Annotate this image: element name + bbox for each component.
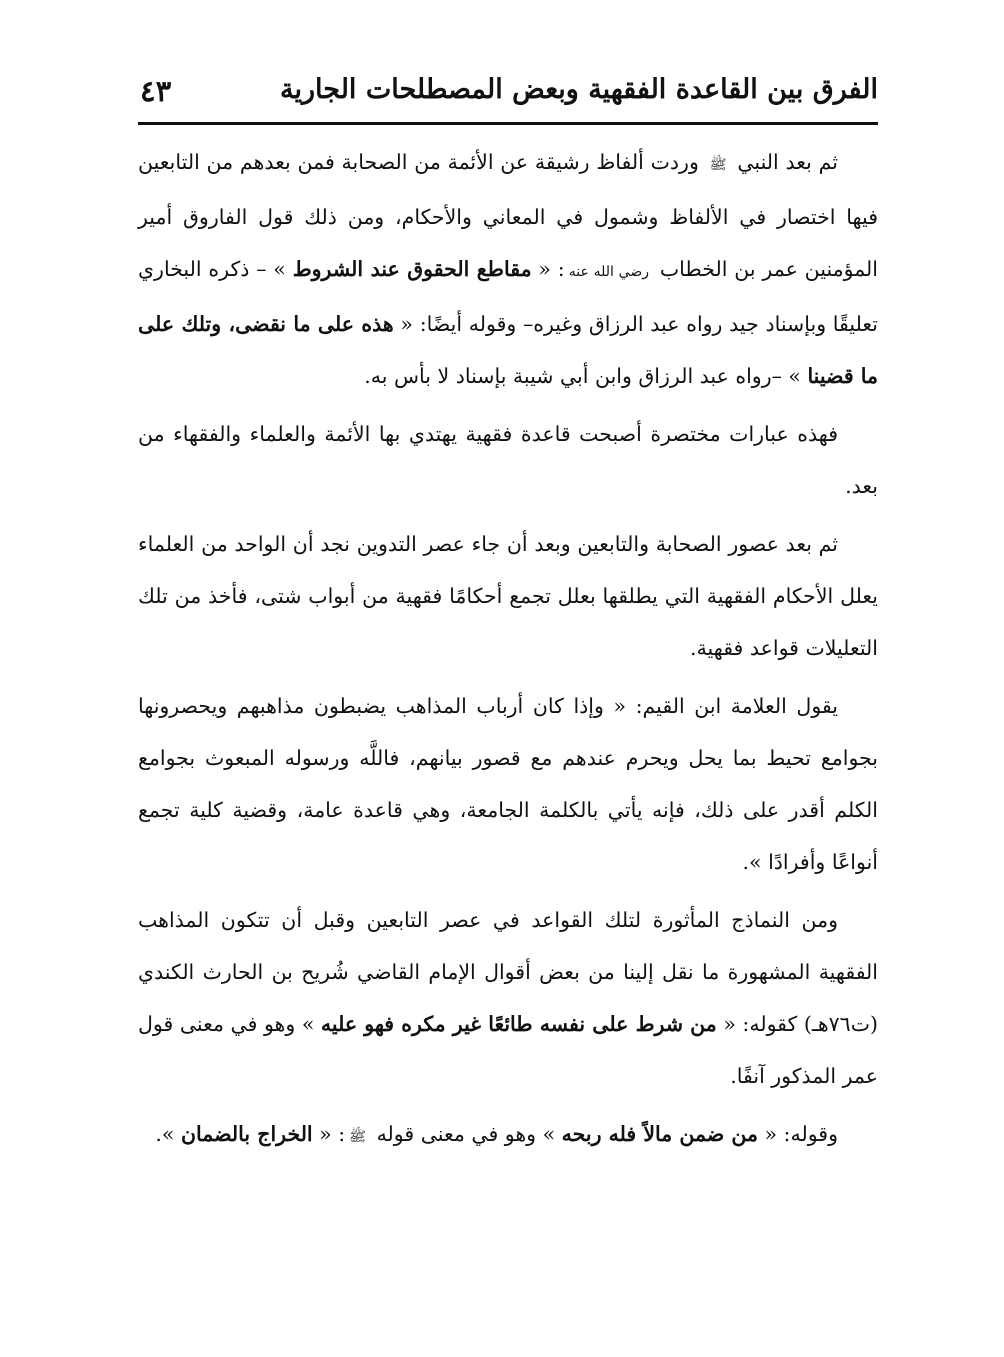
bold-quote: مقاطع الحقوق عند الشروط xyxy=(292,257,532,281)
paragraph-6 xyxy=(138,1108,878,1163)
companion-honorific: رضي الله عنه xyxy=(568,264,649,280)
prophet-honorific: ﷺ xyxy=(709,157,727,173)
bold-quote: هذه على ما نقضى، وتلك على ما قضينا xyxy=(138,312,878,388)
header-rule xyxy=(138,122,878,125)
text-segment: » –رواه عبد الرزاق وابن أبي شيبة بإسناد لا بأس به. xyxy=(364,364,808,388)
paragraph-3 xyxy=(138,518,878,674)
paragraph-1 xyxy=(138,136,878,402)
text-segment: وقوله: « xyxy=(757,1122,838,1146)
body-text xyxy=(138,136,878,1169)
text-segment: » وهو في معنى قول عمر المذكور آنفًا. xyxy=(138,1012,878,1088)
paragraph-4 xyxy=(138,680,878,888)
bold-quote: من ضمن مالاً فله ربحه xyxy=(561,1122,758,1146)
page-number: ٤٣ xyxy=(140,74,172,108)
bold-quote: من شرط على نفسه طائعًا غير مكره فهو عليه xyxy=(320,1012,717,1036)
text-segment: وردت ألفاظ رشيقة عن الأئمة من الصحابة فمن بعدهم من التابعين فيها اختصار في الألفاظ وشمول في المعاني والأحكام، ومن ذلك قول الفاروق أمير المؤمنين عمر بن الخطاب xyxy=(138,150,878,281)
text-segment: ». xyxy=(155,1122,181,1146)
text-segment: » وهو في معنى قوله xyxy=(370,1122,562,1146)
paragraph-5 xyxy=(138,894,878,1102)
page-header xyxy=(138,68,878,118)
text-segment: : « xyxy=(531,257,565,281)
bold-quote: الخراج بالضمان xyxy=(180,1122,313,1146)
prophet-honorific: ﷺ xyxy=(349,1129,367,1145)
text-segment: ثم بعد النبي xyxy=(730,150,838,174)
text-segment: » – ذكره البخاري تعليقًا وبإسناد جيد رواه عبد الرزاق وغيره– وقوله أيضًا: « xyxy=(138,257,878,336)
text-segment: ثم بعد عصور الصحابة والتابعين وبعد أن جاء عصر التدوين نجد أن الواحد من العلماء يعلل الأحكام الفقهية التي يطلقها بعلل تجمع أحكامًا فقهية من أبواب شتى، فأخذ من تلك التعليلات قواعد فقهية. xyxy=(138,532,878,660)
paragraph-2 xyxy=(138,408,878,512)
text-segment: ومن النماذج المأثورة لتلك القواعد في عصر التابعين وقبل أن تتكون المذاهب الفقهية المشهورة ما نقل إلينا من بعض أقوال الإمام القاضي شُريح بن الحارث الكندي (ت٧٦هـ) كقوله: « xyxy=(138,908,878,1036)
text-segment: فهذه عبارات مختصرة أصبحت قاعدة فقهية يهتدي بها الأئمة والعلماء والفقهاء من بعد. xyxy=(138,422,878,498)
text-segment: : « xyxy=(312,1122,346,1146)
running-title: الفرق بين القاعدة الفقهية وبعض المصطلحات الجارية xyxy=(280,74,878,105)
text-segment: يقول العلامة ابن القيم: « وإذا كان أرباب المذاهب يضبطون مذاهبهم ويحصرونها بجوامع تحيط بما يحل ويحرم عندهم مع قصور بيانهم، فاللَّه ورسوله المبعوث بجوامع الكلم أقدر على ذلك، فإنه يأتي بالكلمة الجامعة، وهي قاعدة عامة، وقضية كلية تجمع أنواعًا وأفرادًا ». xyxy=(138,694,878,874)
